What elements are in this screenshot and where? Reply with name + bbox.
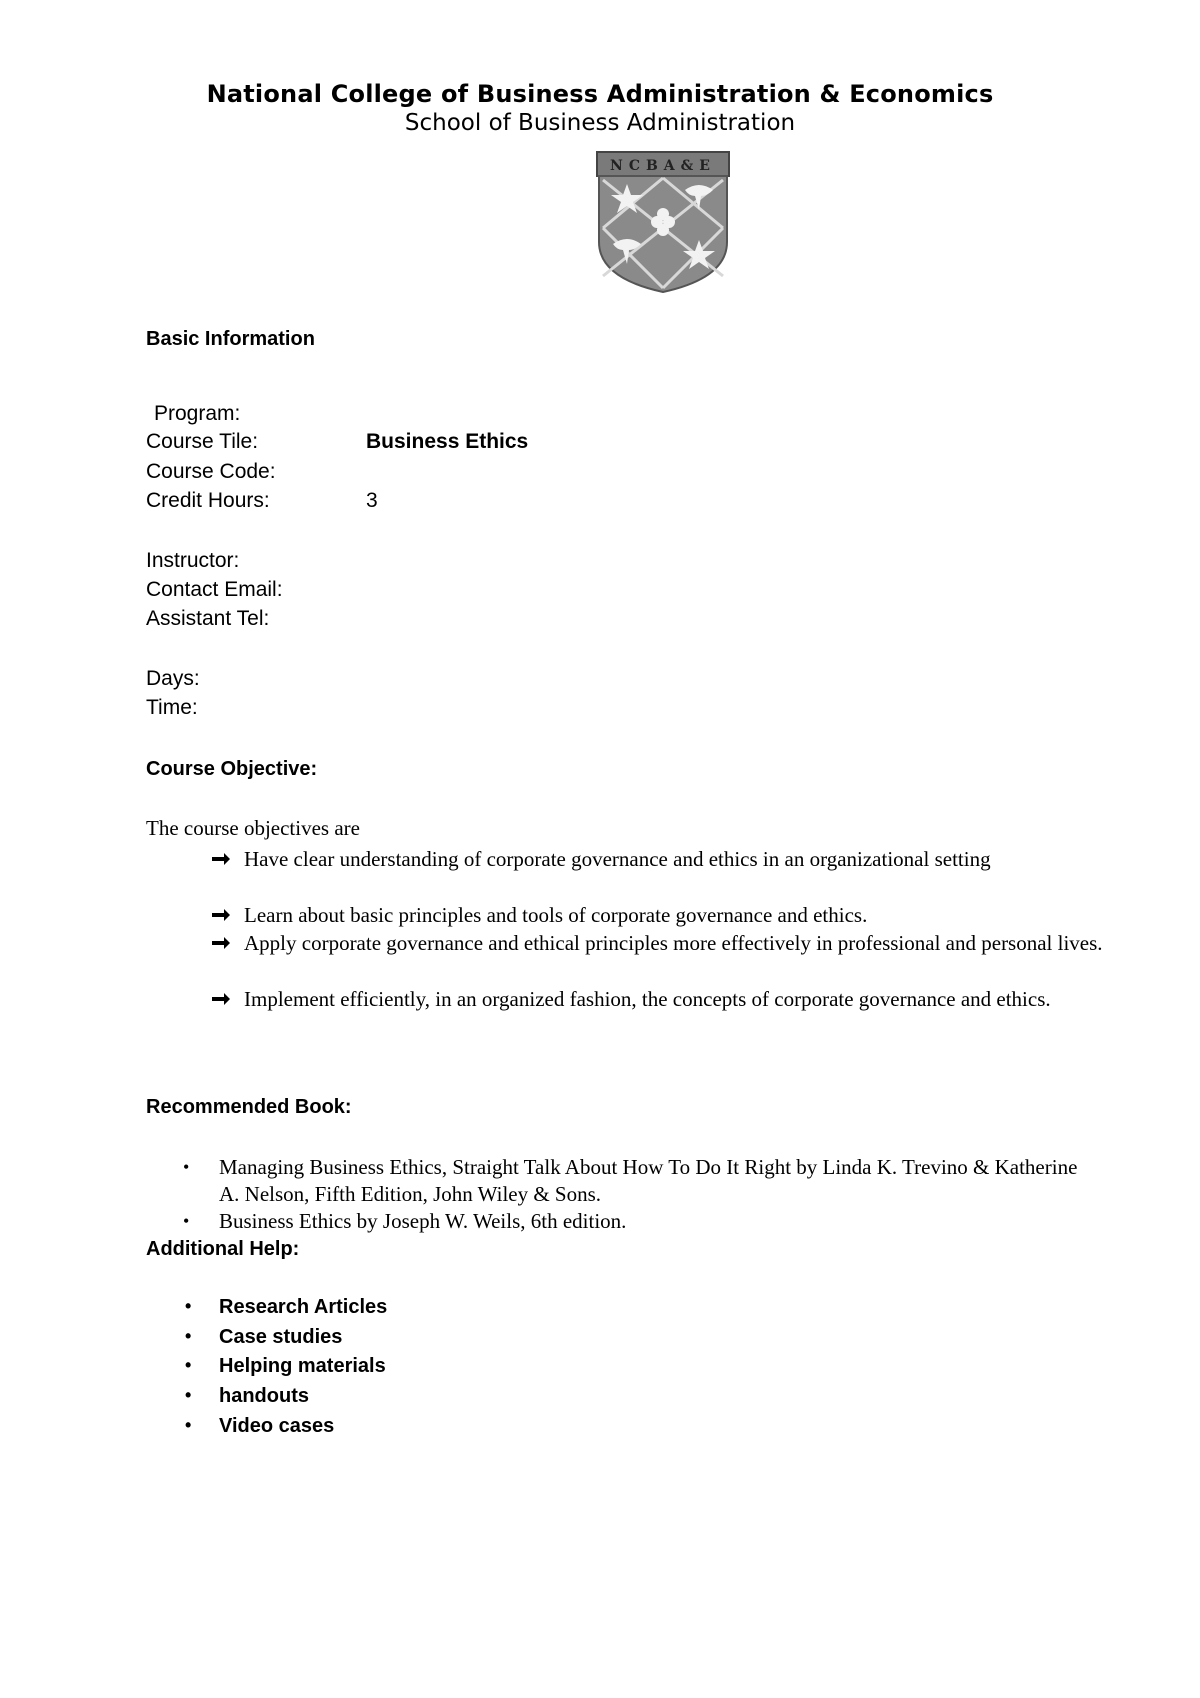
objective-item xyxy=(210,929,1124,957)
objectives-intro: The course objectives are xyxy=(146,816,360,840)
objective-text: Implement efficiently, in an organized fashion, the concepts of corporate governance and ethics. xyxy=(244,987,1051,1011)
book-text: Business Ethics by Joseph W. Weils, 6th edition. xyxy=(219,1209,627,1233)
bullet-icon: • xyxy=(185,1385,192,1405)
contact-email-label: Contact Email: xyxy=(146,578,283,601)
course-title-label: Course Tile: xyxy=(146,430,259,453)
program-label: Program: xyxy=(154,402,241,425)
basic-information-heading: Basic Information xyxy=(146,328,315,350)
help-item xyxy=(183,1355,386,1378)
help-text: Helping materials xyxy=(219,1355,386,1377)
assistant-tel-row xyxy=(146,607,366,631)
credit-hours-row xyxy=(146,489,378,513)
arrow-bullet-icon xyxy=(210,901,232,929)
bullet-icon: • xyxy=(185,1415,192,1435)
course-code-label: Course Code: xyxy=(146,460,276,483)
days-row xyxy=(146,667,366,691)
svg-text:NCBA&E: NCBA&E xyxy=(610,158,716,174)
contact-email-row xyxy=(146,578,366,602)
time-label: Time: xyxy=(146,696,198,719)
course-title-value: Business Ethics xyxy=(366,430,529,453)
objective-text: Learn about basic principles and tools of corporate governance and ethics. xyxy=(244,903,868,927)
shield-crest-icon xyxy=(595,150,731,296)
bullet-icon: • xyxy=(183,1211,190,1231)
objective-text: Have clear understanding of corporate governance and ethics in an organizational setting xyxy=(244,847,991,871)
bullet-icon: • xyxy=(185,1296,192,1316)
help-item xyxy=(183,1326,342,1349)
help-item xyxy=(183,1415,334,1438)
help-text: Video cases xyxy=(219,1415,335,1437)
course-title-row xyxy=(146,430,528,454)
help-text: Case studies xyxy=(219,1326,343,1348)
college-title: National College of Business Administration & Economics xyxy=(206,80,994,108)
credit-hours-value: 3 xyxy=(366,489,378,512)
arrow-bullet-icon xyxy=(210,845,232,873)
help-text: Research Articles xyxy=(219,1296,388,1318)
objective-item xyxy=(210,985,1124,1013)
credit-hours-label: Credit Hours: xyxy=(146,489,270,512)
book-item xyxy=(183,1154,1079,1208)
help-item xyxy=(183,1385,309,1408)
instructor-row xyxy=(146,549,366,573)
arrow-bullet-icon xyxy=(210,985,232,1013)
assistant-tel-label: Assistant Tel: xyxy=(146,607,270,630)
course-objective-heading: Course Objective: xyxy=(146,758,318,780)
objective-item xyxy=(210,845,1124,873)
objective-item xyxy=(210,901,1124,929)
arrow-bullet-icon xyxy=(210,929,232,957)
school-subtitle: School of Business Administration xyxy=(404,110,796,136)
bullet-icon: • xyxy=(183,1157,190,1177)
book-item xyxy=(183,1208,1079,1235)
help-item xyxy=(183,1296,387,1319)
days-label: Days: xyxy=(146,667,200,690)
recommended-book-heading: Recommended Book: xyxy=(146,1096,352,1118)
objective-text: Apply corporate governance and ethical principles more effectively in professional and personal lives. xyxy=(244,931,1103,955)
course-code-row xyxy=(146,460,366,484)
bullet-icon: • xyxy=(185,1355,192,1375)
book-text: Managing Business Ethics, Straight Talk About How To Do It Right by Linda K. Trevino & Katherine A. Nelson, Fifth Edition, John Wiley & Sons. xyxy=(219,1155,1078,1206)
bullet-icon: • xyxy=(185,1326,192,1346)
instructor-label: Instructor: xyxy=(146,549,240,572)
additional-help-heading: Additional Help: xyxy=(146,1238,300,1260)
help-text: handouts xyxy=(219,1385,309,1407)
program-row xyxy=(154,402,374,426)
time-row xyxy=(146,696,366,720)
